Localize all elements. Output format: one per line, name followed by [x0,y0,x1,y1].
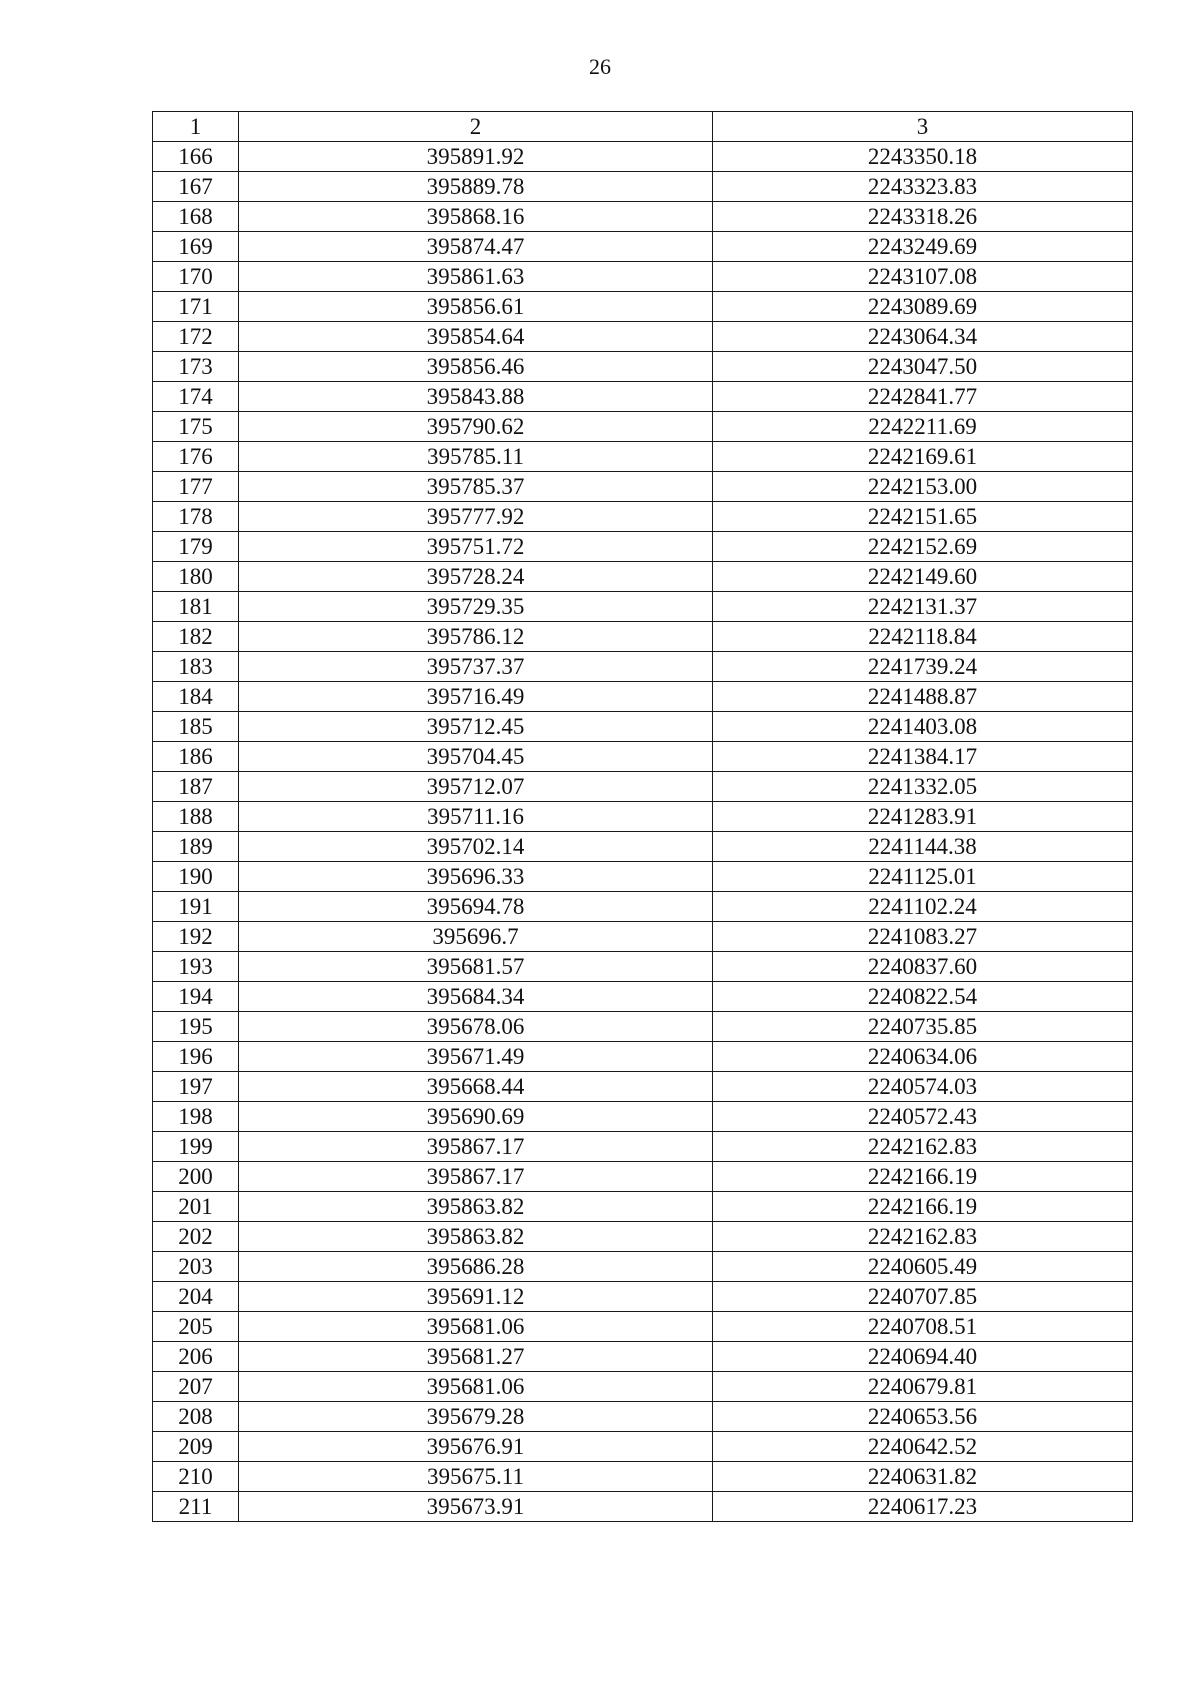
point-number-cell: 170 [153,262,239,292]
point-number-cell: 196 [153,1042,239,1072]
table-row [153,1162,1133,1192]
point-number-cell: 202 [153,1222,239,1252]
point-number-cell: 178 [153,502,239,532]
x-coordinate-cell: 395737.37 [239,652,713,682]
point-number-cell: 185 [153,712,239,742]
y-coordinate-cell: 2241403.08 [713,712,1133,742]
point-number-cell: 176 [153,442,239,472]
point-number-cell: 193 [153,952,239,982]
point-number-cell: 194 [153,982,239,1012]
y-coordinate-cell: 2240822.54 [713,982,1133,1012]
table-row [153,1072,1133,1102]
table-row [153,1192,1133,1222]
y-coordinate-cell: 2241283.91 [713,802,1133,832]
table-row [153,592,1133,622]
y-coordinate-cell: 2242211.69 [713,412,1133,442]
point-number-cell: 173 [153,352,239,382]
y-coordinate-cell: 2241125.01 [713,862,1133,892]
x-coordinate-cell: 395676.91 [239,1432,713,1462]
y-coordinate-cell: 2240631.82 [713,1462,1133,1492]
y-coordinate-cell: 2241332.05 [713,772,1133,802]
table-row [153,712,1133,742]
y-coordinate-cell: 2243064.34 [713,322,1133,352]
table-row [153,832,1133,862]
y-coordinate-cell: 2243318.26 [713,202,1133,232]
point-number-cell: 199 [153,1132,239,1162]
x-coordinate-cell: 395704.45 [239,742,713,772]
point-number-cell: 182 [153,622,239,652]
x-coordinate-cell: 395867.17 [239,1162,713,1192]
point-number-cell: 191 [153,892,239,922]
y-coordinate-cell: 2243107.08 [713,262,1133,292]
table-row [153,292,1133,322]
table-row [153,1252,1133,1282]
x-coordinate-cell: 395863.82 [239,1192,713,1222]
table-header [153,112,1133,142]
x-coordinate-cell: 395856.61 [239,292,713,322]
table-row [153,1132,1133,1162]
point-number-cell: 171 [153,292,239,322]
x-coordinate-cell: 395712.07 [239,772,713,802]
table-row [153,952,1133,982]
y-coordinate-cell: 2241102.24 [713,892,1133,922]
point-number-cell: 181 [153,592,239,622]
y-coordinate-cell: 2240642.52 [713,1432,1133,1462]
table-row [153,1462,1133,1492]
point-number-cell: 208 [153,1402,239,1432]
point-number-cell: 211 [153,1492,239,1522]
table-row [153,1372,1133,1402]
table-row [153,922,1133,952]
y-coordinate-cell: 2242153.00 [713,472,1133,502]
x-coordinate-cell: 395671.49 [239,1042,713,1072]
x-coordinate-cell: 395702.14 [239,832,713,862]
table-row [153,532,1133,562]
x-coordinate-cell: 395678.06 [239,1012,713,1042]
table-row [153,1042,1133,1072]
point-number-cell: 184 [153,682,239,712]
y-coordinate-cell: 2241488.87 [713,682,1133,712]
x-coordinate-cell: 395856.46 [239,352,713,382]
y-coordinate-cell: 2242162.83 [713,1222,1133,1252]
y-coordinate-cell: 2242131.37 [713,592,1133,622]
point-number-cell: 174 [153,382,239,412]
x-coordinate-cell: 395777.92 [239,502,713,532]
point-number-cell: 172 [153,322,239,352]
table-row [153,892,1133,922]
x-coordinate-cell: 395691.12 [239,1282,713,1312]
table-row [153,232,1133,262]
column-header-2: 2 [239,112,713,142]
x-coordinate-cell: 395712.45 [239,712,713,742]
y-coordinate-cell: 2240634.06 [713,1042,1133,1072]
y-coordinate-cell: 2240837.60 [713,952,1133,982]
table-row [153,682,1133,712]
table-row [153,502,1133,532]
y-coordinate-cell: 2243323.83 [713,172,1133,202]
table-row [153,862,1133,892]
y-coordinate-cell: 2241384.17 [713,742,1133,772]
y-coordinate-cell: 2240605.49 [713,1252,1133,1282]
table-row [153,1102,1133,1132]
y-coordinate-cell: 2242152.69 [713,532,1133,562]
x-coordinate-cell: 395681.27 [239,1342,713,1372]
column-header-3: 3 [713,112,1133,142]
x-coordinate-cell: 395891.92 [239,142,713,172]
y-coordinate-cell: 2242169.61 [713,442,1133,472]
table-row [153,1012,1133,1042]
table-row [153,412,1133,442]
x-coordinate-cell: 395716.49 [239,682,713,712]
table-row [153,562,1133,592]
point-number-cell: 203 [153,1252,239,1282]
point-number-cell: 169 [153,232,239,262]
y-coordinate-cell: 2240572.43 [713,1102,1133,1132]
point-number-cell: 198 [153,1102,239,1132]
x-coordinate-cell: 395711.16 [239,802,713,832]
x-coordinate-cell: 395874.47 [239,232,713,262]
x-coordinate-cell: 395679.28 [239,1402,713,1432]
page-number: 26 [589,54,611,79]
y-coordinate-cell: 2240617.23 [713,1492,1133,1522]
y-coordinate-cell: 2243089.69 [713,292,1133,322]
point-number-cell: 166 [153,142,239,172]
point-number-cell: 210 [153,1462,239,1492]
y-coordinate-cell: 2242841.77 [713,382,1133,412]
y-coordinate-cell: 2240653.56 [713,1402,1133,1432]
table-row [153,1222,1133,1252]
table-row [153,652,1133,682]
table-row [153,622,1133,652]
point-number-cell: 188 [153,802,239,832]
point-number-cell: 187 [153,772,239,802]
x-coordinate-cell: 395681.06 [239,1372,713,1402]
x-coordinate-cell: 395786.12 [239,622,713,652]
point-number-cell: 200 [153,1162,239,1192]
table-row [153,142,1133,172]
y-coordinate-cell: 2242149.60 [713,562,1133,592]
table-row [153,1402,1133,1432]
x-coordinate-cell: 395694.78 [239,892,713,922]
point-number-cell: 197 [153,1072,239,1102]
x-coordinate-cell: 395868.16 [239,202,713,232]
y-coordinate-cell: 2243047.50 [713,352,1133,382]
y-coordinate-cell: 2240707.85 [713,1282,1133,1312]
point-number-cell: 177 [153,472,239,502]
x-coordinate-cell: 395889.78 [239,172,713,202]
y-coordinate-cell: 2242151.65 [713,502,1133,532]
table-body [153,142,1133,1522]
column-header-1: 1 [153,112,239,142]
table-row [153,802,1133,832]
x-coordinate-cell: 395790.62 [239,412,713,442]
table-row [153,1492,1133,1522]
x-coordinate-cell: 395696.33 [239,862,713,892]
y-coordinate-cell: 2241739.24 [713,652,1133,682]
x-coordinate-cell: 395863.82 [239,1222,713,1252]
table-row [153,262,1133,292]
y-coordinate-cell: 2240679.81 [713,1372,1133,1402]
point-number-cell: 204 [153,1282,239,1312]
y-coordinate-cell: 2240735.85 [713,1012,1133,1042]
x-coordinate-cell: 395686.28 [239,1252,713,1282]
x-coordinate-cell: 395785.37 [239,472,713,502]
point-number-cell: 186 [153,742,239,772]
table-row [153,352,1133,382]
table-row [153,1432,1133,1462]
table-row [153,772,1133,802]
point-number-cell: 180 [153,562,239,592]
table-row [153,1342,1133,1372]
point-number-cell: 189 [153,832,239,862]
x-coordinate-cell: 395673.91 [239,1492,713,1522]
point-number-cell: 192 [153,922,239,952]
x-coordinate-cell: 395729.35 [239,592,713,622]
point-number-cell: 190 [153,862,239,892]
table-row [153,202,1133,232]
point-number-cell: 209 [153,1432,239,1462]
y-coordinate-cell: 2240694.40 [713,1342,1133,1372]
x-coordinate-cell: 395785.11 [239,442,713,472]
point-number-cell: 179 [153,532,239,562]
x-coordinate-cell: 395728.24 [239,562,713,592]
x-coordinate-cell: 395843.88 [239,382,713,412]
y-coordinate-cell: 2242166.19 [713,1192,1133,1222]
table-row [153,1312,1133,1342]
y-coordinate-cell: 2242162.83 [713,1132,1133,1162]
y-coordinate-cell: 2243350.18 [713,142,1133,172]
x-coordinate-cell: 395861.63 [239,262,713,292]
header-row [153,112,1133,142]
y-coordinate-cell: 2241144.38 [713,832,1133,862]
table-row [153,982,1133,1012]
x-coordinate-cell: 395681.06 [239,1312,713,1342]
x-coordinate-cell: 395854.64 [239,322,713,352]
x-coordinate-cell: 395751.72 [239,532,713,562]
y-coordinate-cell: 2241083.27 [713,922,1133,952]
point-number-cell: 205 [153,1312,239,1342]
table-row [153,472,1133,502]
x-coordinate-cell: 395867.17 [239,1132,713,1162]
table-row [153,322,1133,352]
table-row [153,1282,1133,1312]
y-coordinate-cell: 2242166.19 [713,1162,1133,1192]
point-number-cell: 206 [153,1342,239,1372]
point-number-cell: 195 [153,1012,239,1042]
x-coordinate-cell: 395668.44 [239,1072,713,1102]
x-coordinate-cell: 395681.57 [239,952,713,982]
point-number-cell: 175 [153,412,239,442]
y-coordinate-cell: 2243249.69 [713,232,1133,262]
y-coordinate-cell: 2240708.51 [713,1312,1133,1342]
point-number-cell: 207 [153,1372,239,1402]
table-row [153,442,1133,472]
table-row [153,172,1133,202]
table-row [153,742,1133,772]
y-coordinate-cell: 2240574.03 [713,1072,1133,1102]
point-number-cell: 167 [153,172,239,202]
coordinates-table [152,111,1133,1522]
x-coordinate-cell: 395690.69 [239,1102,713,1132]
point-number-cell: 201 [153,1192,239,1222]
table-row [153,382,1133,412]
x-coordinate-cell: 395696.7 [239,922,713,952]
point-number-cell: 168 [153,202,239,232]
x-coordinate-cell: 395675.11 [239,1462,713,1492]
x-coordinate-cell: 395684.34 [239,982,713,1012]
point-number-cell: 183 [153,652,239,682]
y-coordinate-cell: 2242118.84 [713,622,1133,652]
